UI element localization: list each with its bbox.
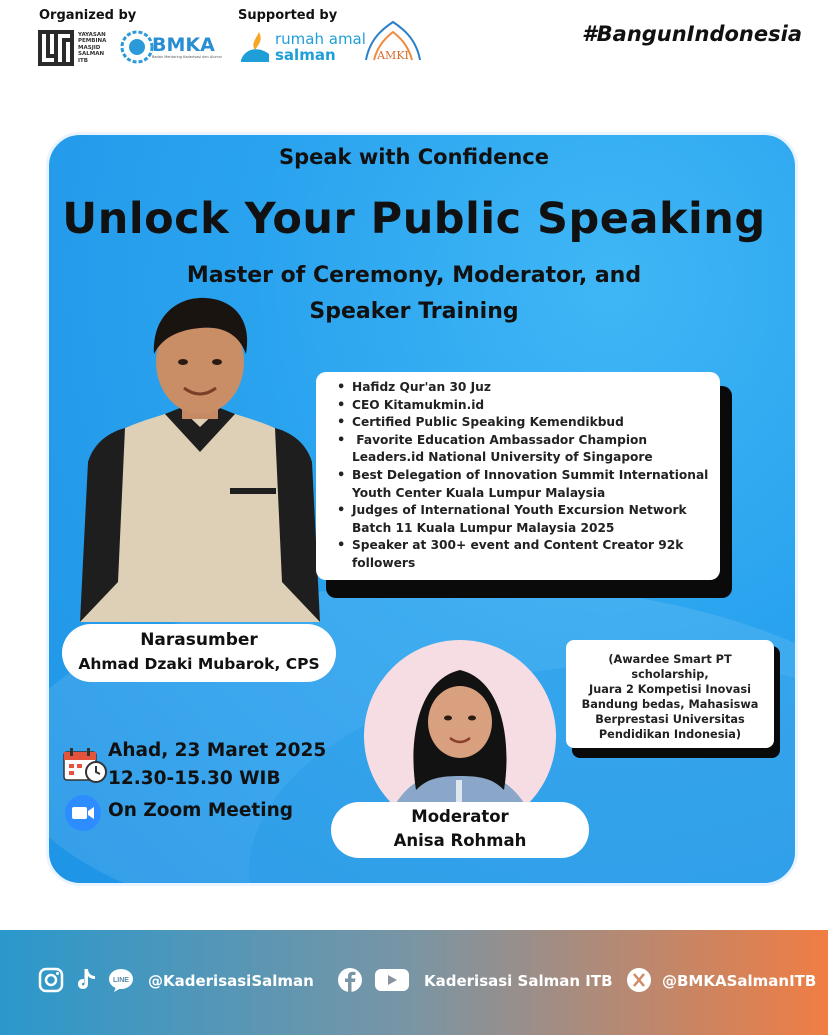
youtube-icon[interactable] [374, 967, 410, 993]
speaker-bio-list [352, 379, 710, 573]
svg-text:LINE: LINE [113, 977, 129, 984]
calendar-clock-icon [62, 746, 108, 784]
hashtag: #BangunIndonesia [582, 22, 802, 46]
moderator-bio-box [566, 640, 774, 748]
organized-by-label: Organized by [39, 8, 137, 23]
bmka-subtext: Badan Mentoring Kaderisasi dan Alumni [152, 54, 223, 59]
moderator-bio-line: (Awardee Smart PT scholarship, [608, 653, 732, 681]
salman-text: salman [275, 46, 336, 64]
bio-item: • Certified Public Speaking Kemendikbud [352, 414, 710, 432]
ypm-line: SALMAN [78, 51, 105, 58]
bio-item: • Judges of International Youth Excursion Network Batch 11 Kuala Lumpur Malaysia 2025 [352, 502, 710, 537]
amki-logo [362, 20, 424, 66]
bmka-text: BMKA [152, 33, 215, 56]
bio-item: • CEO Kitamukmin.id [352, 397, 710, 415]
moderator-role: Moderator [411, 807, 509, 826]
footer-handle-youtube[interactable]: Kaderisasi Salman ITB [424, 972, 613, 990]
moderator-bio-line: Berprestasi Universitas [595, 713, 745, 726]
x-twitter-icon[interactable] [626, 967, 652, 993]
speaker-name-pill [62, 624, 336, 682]
speaker-bio-box [316, 372, 720, 580]
facebook-icon[interactable] [337, 967, 363, 993]
event-title: Unlock Your Public Speaking [62, 194, 766, 244]
event-platform: On Zoom Meeting [108, 800, 293, 821]
speaker-name: Ahmad Dzaki Mubarok, CPS [78, 655, 320, 673]
tiktok-icon[interactable] [74, 967, 100, 993]
ypm-line: ITB [78, 57, 88, 64]
bio-item: • Best Delegation of Innovation Summit International Youth Center Kuala Lumpur Malaysia [352, 467, 710, 502]
rumah-amal-text: rumah amal [275, 30, 366, 48]
bmka-logo [120, 30, 242, 64]
event-date: Ahad, 23 Maret 2025 [108, 740, 327, 761]
moderator-name: Anisa Rohmah [393, 831, 527, 850]
zoom-icon [64, 794, 102, 832]
bio-item: • Favorite Education Ambassador Champion Leaders.id National University of Singapore [352, 432, 710, 467]
rumah-amal-salman-logo [239, 30, 366, 64]
supported-by-label: Supported by [238, 8, 338, 23]
footer-handle-x[interactable]: @BMKASalmanITB [662, 972, 817, 990]
bio-item: • Speaker at 300+ event and Content Creator 92k followers [352, 537, 710, 572]
amki-text: AMKI [377, 48, 409, 62]
footer-handle-kaderisasi[interactable]: @KaderisasiSalman [148, 972, 314, 990]
event-time: 12.30-15.30 WIB [108, 768, 281, 789]
ypm-line: PEMBINA [78, 38, 107, 45]
event-subtitle: Speak with Confidence [278, 145, 550, 169]
bmka-emblem-icon [120, 30, 154, 64]
moderator-name-pill [331, 802, 589, 858]
instagram-icon[interactable] [38, 967, 64, 993]
speaker-photo [70, 292, 330, 632]
moderator-bio-line: Pendidikan Indonesia) [598, 728, 742, 741]
moderator-bio-line: Bandung bedas, Mahasiswa [581, 698, 759, 711]
rumah-amal-drop-icon [239, 30, 271, 64]
line-icon[interactable] [108, 967, 134, 993]
bio-item: • Hafidz Qur'an 30 Juz [352, 379, 710, 397]
ypm-line: YAYASAN [78, 31, 106, 38]
speaker-role: Narasumber [140, 630, 258, 650]
moderator-bio-line: Juara 2 Kompetisi Inovasi [588, 683, 752, 696]
tagline-line: Speaker Training [309, 299, 519, 324]
ypm-line: MASJID [78, 44, 101, 51]
tagline-line: Master of Ceremony, Moderator, and [186, 263, 642, 288]
ypm-salman-logo [38, 30, 106, 66]
